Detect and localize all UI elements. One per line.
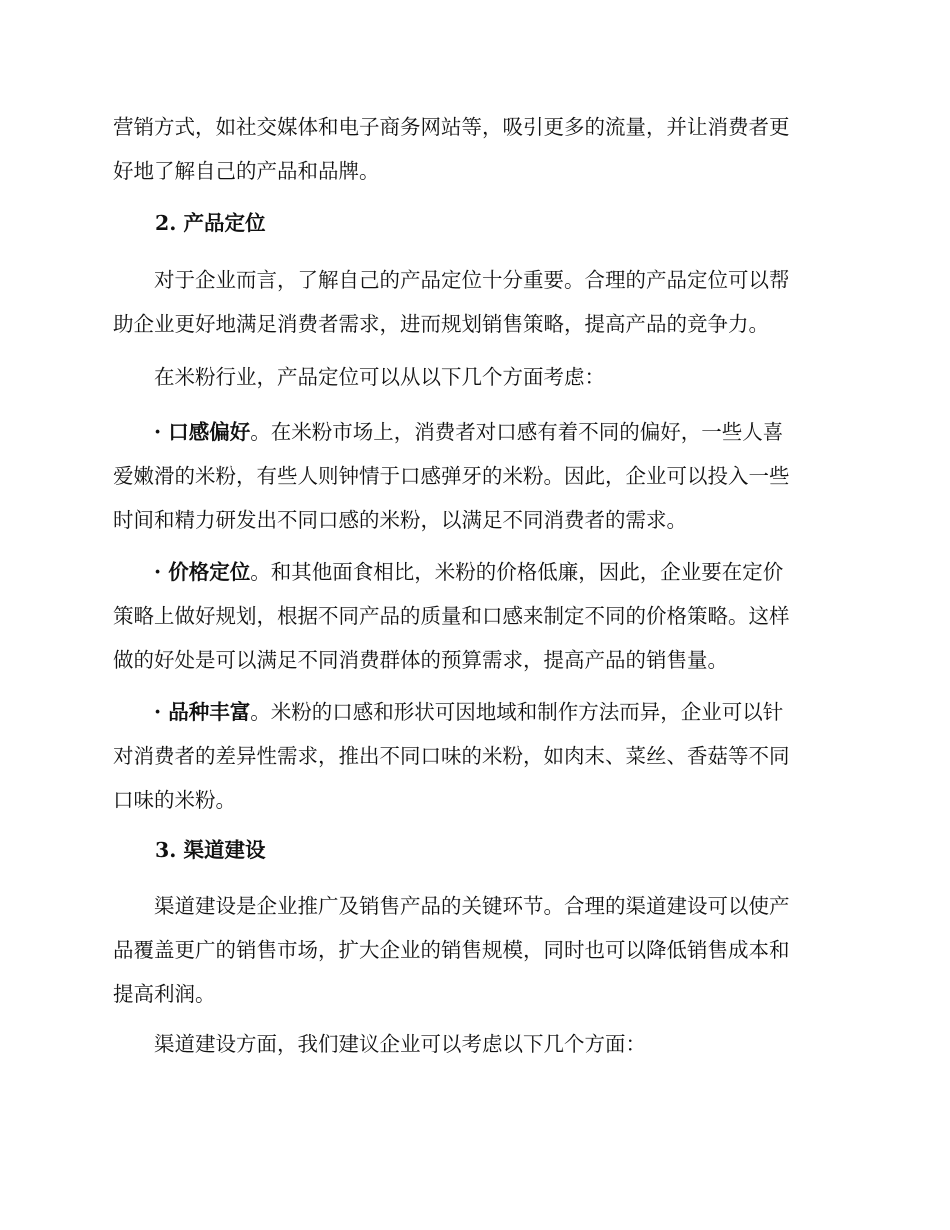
paragraph-positioning-importance xyxy=(113,258,833,346)
bullet-label: · 品种丰富 xyxy=(154,700,251,724)
paragraph-positioning-aspects: 在米粉行业，产品定位可以从以下几个方面考虑： xyxy=(154,365,605,389)
bullet-taste-preference xyxy=(113,410,833,542)
text-line: 渠道建设是企业推广及销售产品的关键环节。合理的渠道建设可以使产 xyxy=(154,894,790,918)
bullet-text: 。和其他面食相比，米粉的价格低廉，因此，企业要在定价 xyxy=(250,560,784,584)
text-line: 对消费者的差异性需求，推出不同口味的米粉，如肉末、菜丝、香菇等不同 xyxy=(113,744,790,768)
text-line xyxy=(113,410,833,454)
section-heading-channel-building: 3. 渠道建设 xyxy=(155,838,266,862)
bullet-variety xyxy=(113,690,833,822)
text-line xyxy=(113,690,833,734)
paragraph-channel-importance xyxy=(113,884,833,1016)
paragraph-intro xyxy=(113,105,833,193)
text-line: 时间和精力研发出不同口感的米粉，以满足不同消费者的需求。 xyxy=(113,508,687,532)
bullet-text: 。米粉的口感和形状可因地域和制作方法而异，企业可以针 xyxy=(250,700,784,724)
text-line: 做的好处是可以满足不同消费群体的预算需求，提高产品的销售量。 xyxy=(113,648,728,672)
text-line: 品覆盖更广的销售市场，扩大企业的销售规模，同时也可以降低销售成本和 xyxy=(113,938,790,962)
paragraph-channel-aspects: 渠道建设方面，我们建议企业可以考虑以下几个方面： xyxy=(154,1032,646,1056)
text-line: 好地了解自己的产品和品牌。 xyxy=(113,159,380,183)
text-line xyxy=(113,550,833,594)
section-heading-product-positioning: 2. 产品定位 xyxy=(155,211,266,235)
bullet-label: · 口感偏好 xyxy=(154,420,251,444)
text-line: 助企业更好地满足消费者需求，进而规划销售策略，提高产品的竞争力。 xyxy=(113,312,769,336)
text-line: 策略上做好规划，根据不同产品的质量和口感来制定不同的价格策略。这样 xyxy=(113,604,790,628)
text-line: 提高利润。 xyxy=(113,982,216,1006)
text-line: 爱嫩滑的米粉，有些人则钟情于口感弹牙的米粉。因此，企业可以投入一些 xyxy=(113,464,790,488)
text-line: 营销方式，如社交媒体和电子商务网站等，吸引更多的流量，并让消费者更 xyxy=(113,115,790,139)
bullet-label: · 价格定位 xyxy=(154,560,251,584)
bullet-text: 。在米粉市场上，消费者对口感有着不同的偏好，一些人喜 xyxy=(250,420,784,444)
bullet-price-positioning xyxy=(113,550,833,682)
text-line: 对于企业而言，了解自己的产品定位十分重要。合理的产品定位可以帮 xyxy=(154,268,790,292)
text-line: 口味的米粉。 xyxy=(113,788,236,812)
